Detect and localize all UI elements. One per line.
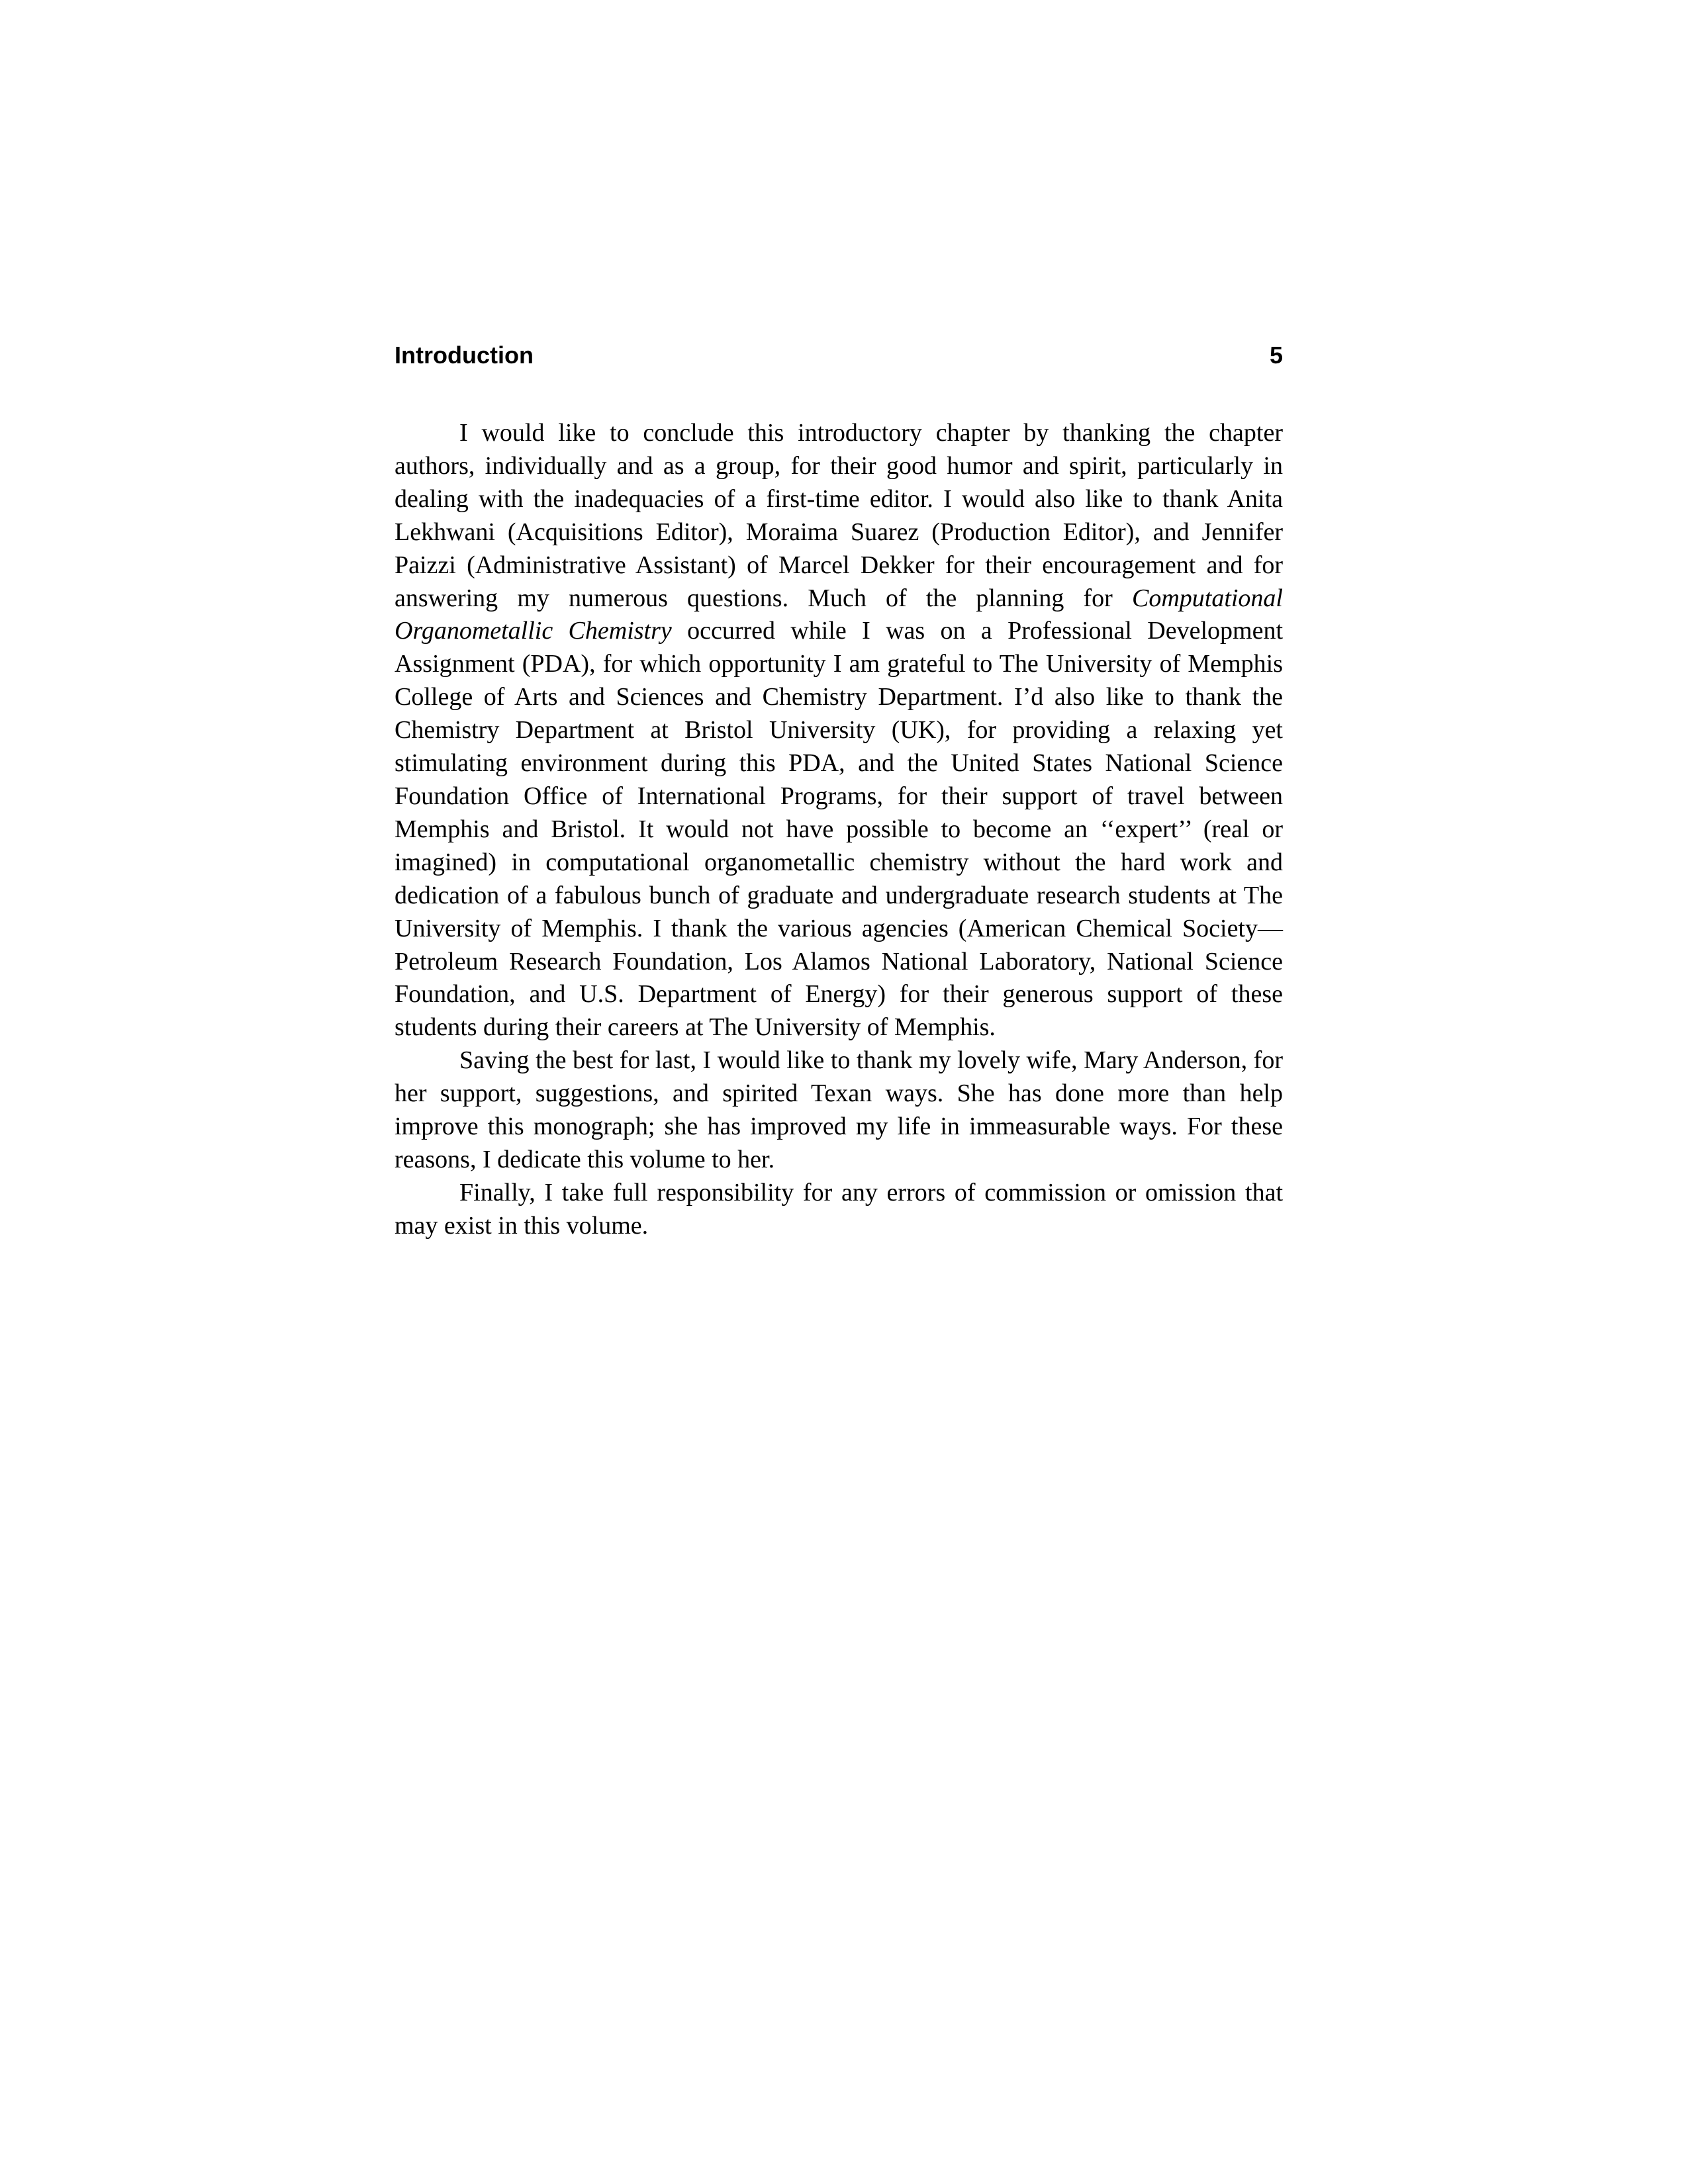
book-page <box>395 341 1283 1243</box>
paragraph-text-after: occurred while I was on a Professional Development Assignment (PDA), for which opportunity I am grateful to The University of Memphis College of Arts and Sciences and Chemistry Department. I’d also like to thank the Chemistry Department at Bristol University (UK), for providing a relaxing yet stimulating environment during this PDA, and the United States National Science Foundation Office of International Programs, for their support of travel between Memphis and Bristol. It would not have possible to become an ‘‘expert’’ (real or imagined) in computational organometallic chemistry without the hard work and dedication of a fabulous bunch of graduate and undergraduate research students at The University of Memphis. I thank the various agencies (American Chemical Society—Petroleum Research Foundation, Los Alamos National Laboratory, National Science Foundation, and U.S. Department of Energy) for their generous support of these students during their careers at The University of Memphis. <box>395 617 1284 1042</box>
body-text <box>395 417 1283 1243</box>
paragraph-dedication: Saving the best for last, I would like to thank my lovely wife, Mary Anderson, for her support, suggestions, and spirited Texan ways. She has done more than help improve this monograph; she has improved my life in immeasurable ways. For these reasons, I dedicate this volume to her. <box>395 1046 1283 1173</box>
book-title-italic: Computational Organometallic Chemistry <box>395 584 1283 645</box>
paragraph-responsibility: Finally, I take full responsibility for any errors of commission or omission that may exist in this volume. <box>395 1178 1283 1240</box>
page-number: 5 <box>1269 341 1283 369</box>
chapter-title: Introduction <box>395 341 534 369</box>
paragraph-text-before: I would like to conclude this introductory chapter by thanking the chapter authors, individually and as a group, for their good humor and spirit, particularly in dealing with the inadequacies of a first-time editor. I would also like to thank Anita Lekhwani (Acquisitions Editor), Moraima Suarez (Production Editor), and Jennifer Paizzi (Administrative Assistant) of Marcel Dekker for their encouragement and for answering my numerous questions. Much of the planning for <box>395 419 1283 612</box>
running-head <box>395 341 1283 369</box>
paragraph-acknowledgements <box>395 417 1283 1044</box>
